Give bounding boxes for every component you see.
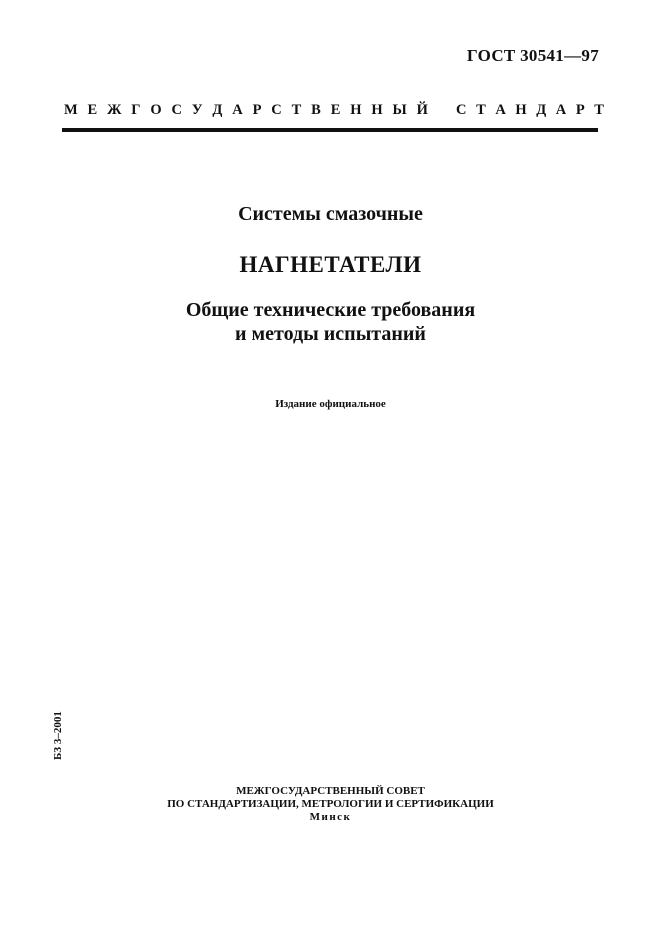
edition-note: Издание официальное <box>275 398 386 410</box>
side-catalog-code: БЗ 3–2001 <box>52 711 64 760</box>
publisher-line-2: ПО СТАНДАРТИЗАЦИИ, МЕТРОЛОГИИ И СЕРТИФИКАЦИИ <box>167 798 494 810</box>
standard-type-word-2: С Т А Н Д А Р Т <box>456 102 604 118</box>
subject-line: Системы смазочные <box>238 203 423 225</box>
header-rule <box>62 128 598 132</box>
publisher-block <box>0 785 661 824</box>
standard-type-heading <box>64 102 604 119</box>
subtitle-line-2: и методы испытаний <box>235 323 426 345</box>
subtitle-line-1: Общие технические требования <box>185 299 476 321</box>
publisher-line-1: МЕЖГОСУДАРСТВЕННЫЙ СОВЕТ <box>236 785 425 797</box>
publisher-city: Минск <box>309 811 352 823</box>
document-subtitle <box>0 298 661 346</box>
document-code: ГОСТ 30541—97 <box>466 46 599 65</box>
standard-type-word-1: М Е Ж Г О С У Д А Р С Т В Е Н Н Ы Й <box>64 102 428 118</box>
document-title: НАГНЕТАТЕЛИ <box>239 252 422 277</box>
